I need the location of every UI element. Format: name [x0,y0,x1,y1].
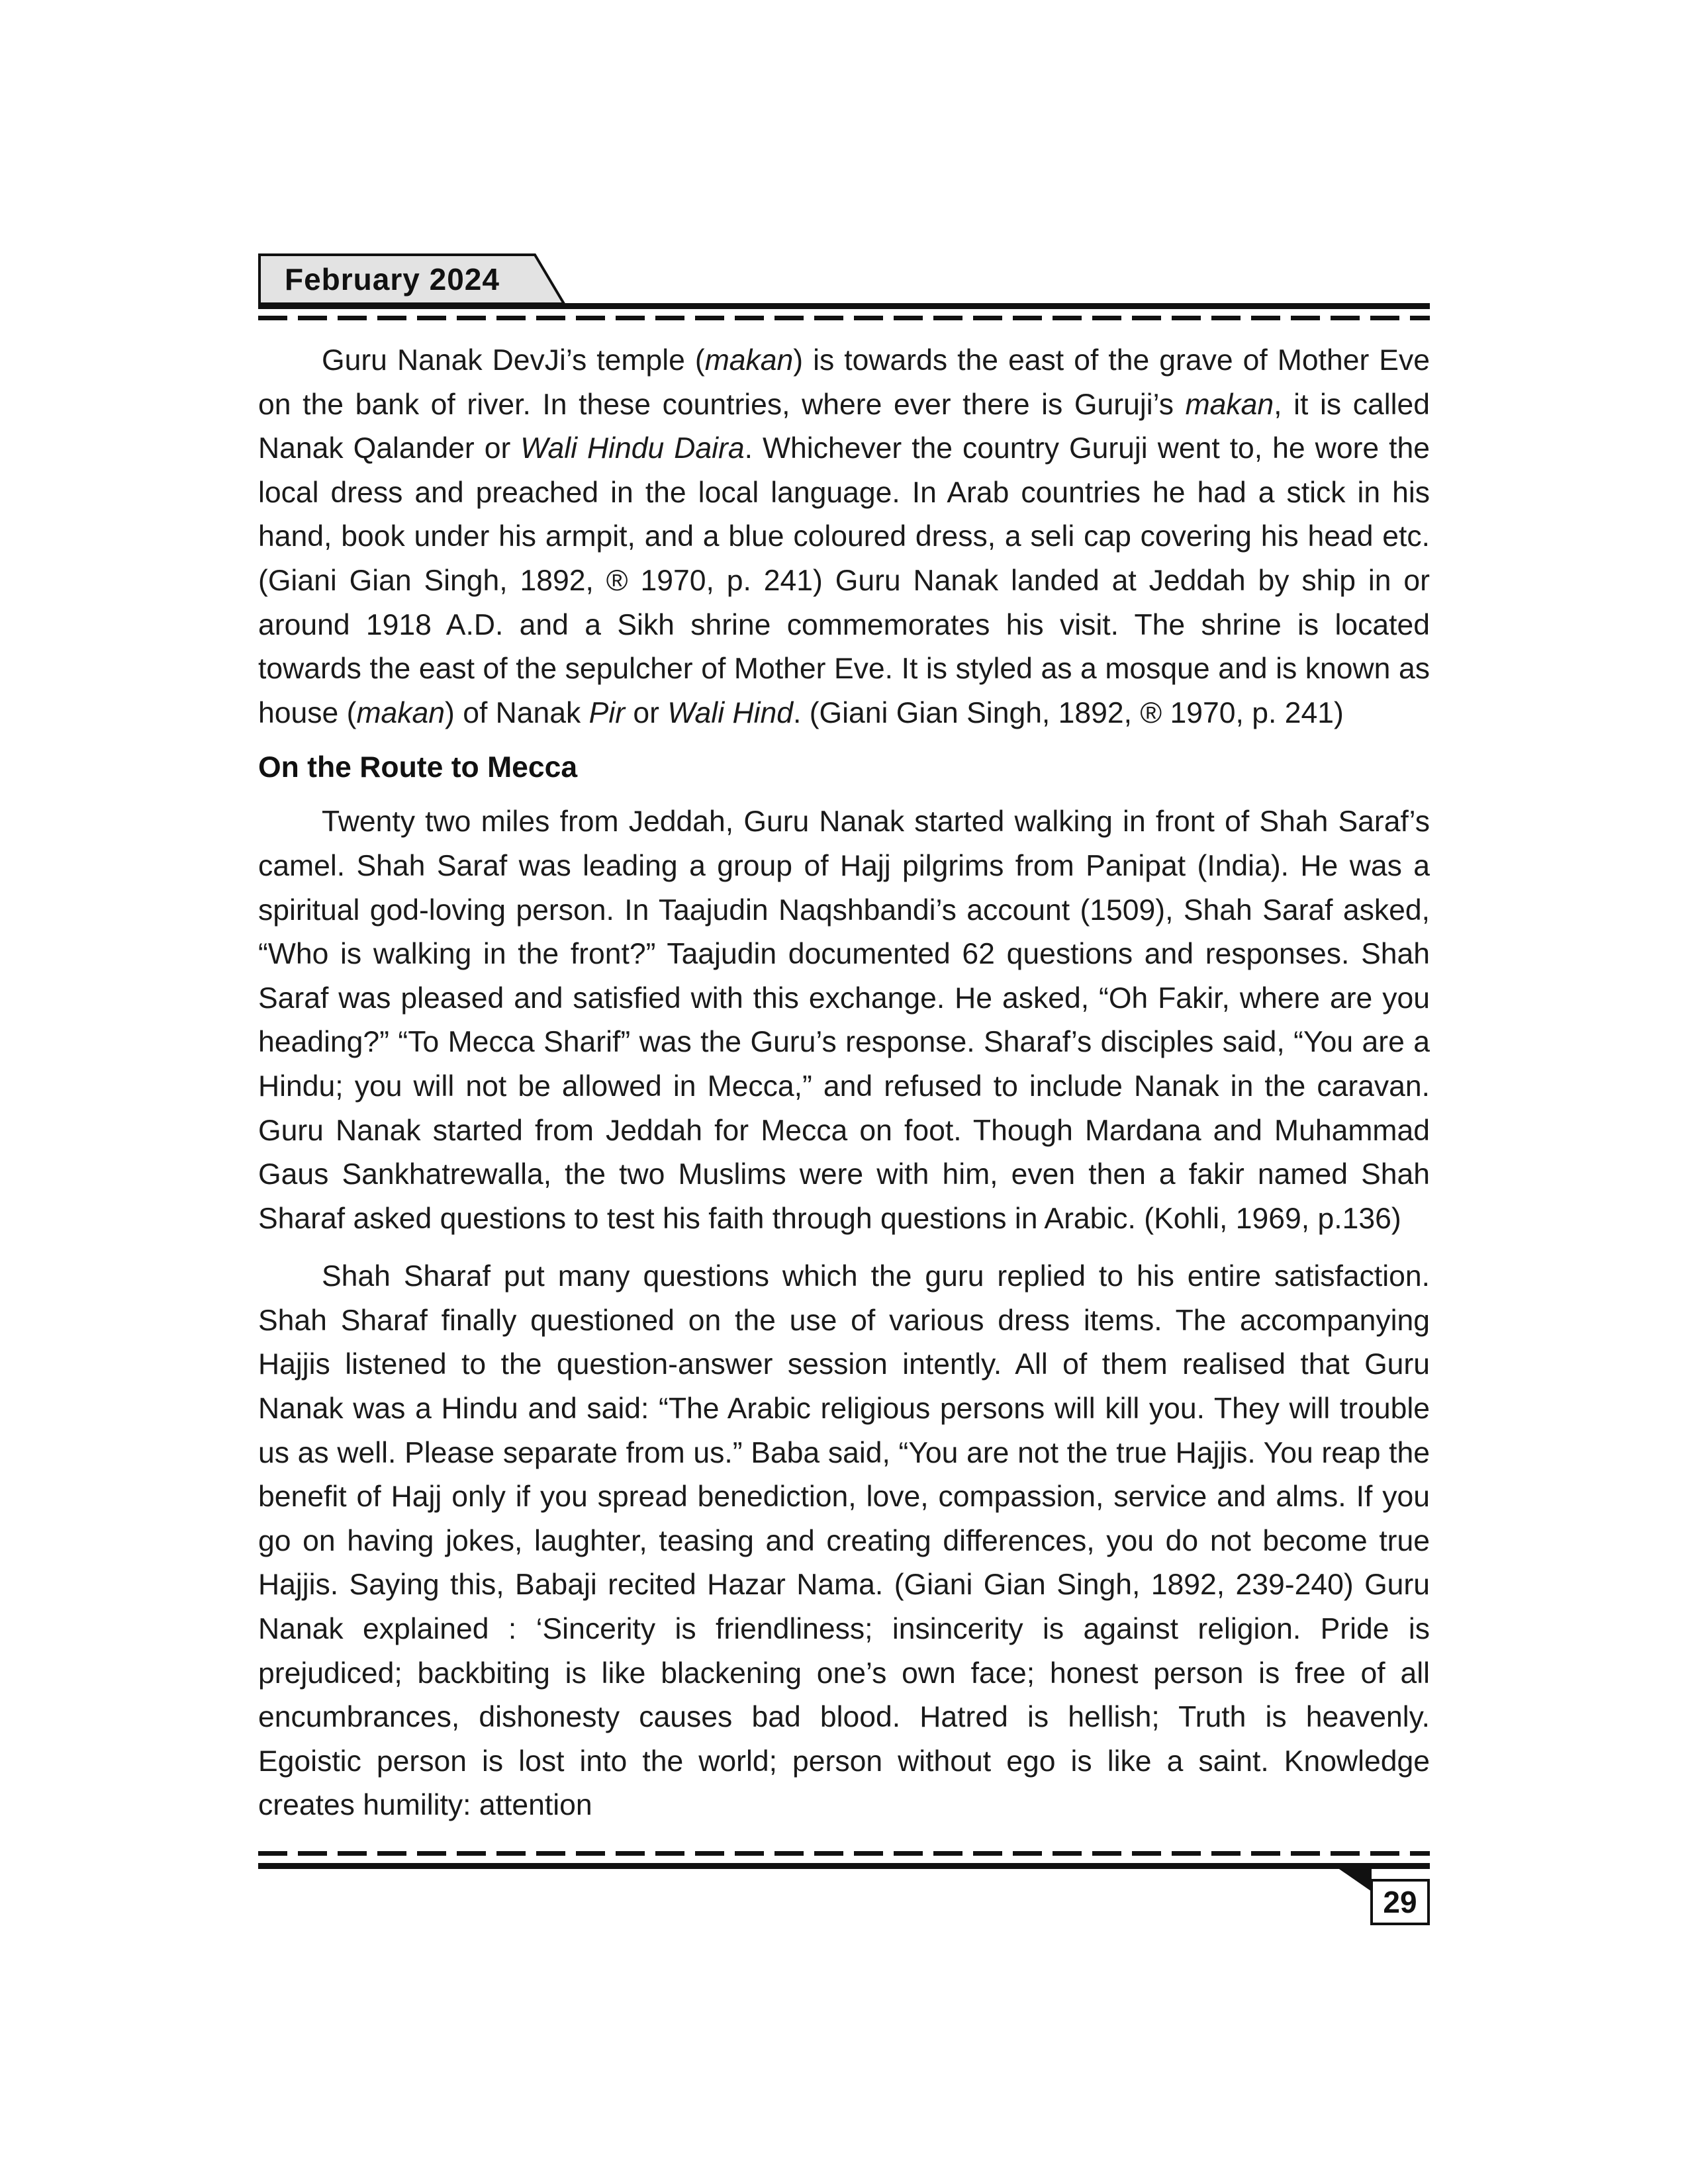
text-run: . (Giani Gian Singh, 1892, ® 1970, p. 241) [792,696,1344,729]
paragraph-route-to-mecca: Twenty two miles from Jeddah, Guru Nanak started walking in front of Shah Saraf’s camel. Shah Saraf was leading a group of Hajj pilgrims from Panipat (India). He was a spiritual god-loving person. In Taajudin Naqshbandi’s account (1509), Shah Saraf asked, “Who is walking in the front?” Taajudin documented 62 questions and responses. Shah Saraf was pleased and satisfied with this exchange. He asked, “Oh Fakir, where are you heading?” “To Mecca Sharif” was the Guru’s response. Sharaf’s disciples said, “You are a Hindu; you will not be allowed in Mecca,” and refused to include Nanak in the caravan. Guru Nanak started from Jeddah for Mecca on foot. Though Mardana and Muhammad Gaus Sankhatrewalla, the two Muslims were with him, even then a fakir named Shah Sharaf asked questions to test his faith through questions in Arabic. (Kohli, 1969, p.136) [258,805,1430,1235]
text-run: or [625,696,668,729]
text-run: Guru Nanak DevJi’s temple ( [322,344,705,377]
text-run: , it is called Nanak Qalander or [258,388,1430,465]
paragraph-makan [258,339,1430,735]
issue-date-tab [258,253,569,305]
text-run: ) is towards the east of the grave of Mother Eve on the bank of river. In these countries, where ever there is Guruji’s [258,344,1430,421]
section-heading: On the Route to Mecca [258,751,578,784]
page-number-box [1370,1879,1430,1925]
text-run: ) of Nanak [445,696,589,729]
paragraph-shah-sharaf: Shah Sharaf put many questions which the guru replied to his entire satisfaction. Shah Sharaf finally questioned on the use of various dress items. The accompanying Hajjis listened to the question-answer session intently. All of them realised that Guru Nanak was a Hindu and said: “The Arabic religious persons will kill you. They will trouble us as well. Please separate from us.” Baba said, “You are not the true Hajjis. You reap the benefit of Hajj only if you spread benediction, love, compassion, service and alms. If you go on having jokes, laughter, teasing and creating differences, you do not become true Hajjis. Saying this, Babaji recited Hazar Nama. (Giani Gian Singh, 1892, 239-240) Guru Nanak explained : ‘Sincerity is friendliness; insincerity is against religion. Pride is prejudiced; backbiting is like blackening one’s own face; honest person is free of all encumbrances, dishonesty causes bad blood. Hatred is hellish; Truth is heavenly. Egoistic person is lost into the world; person without ego is like a saint. Knowledge creates humility: attention [258,1260,1430,1822]
italic-term: makan [1185,388,1274,421]
italic-term: makan [356,696,445,729]
italic-term: Wali Hind [667,696,793,729]
page-number-notch [1337,1868,1372,1891]
article-body [258,339,1430,1828]
italic-term: makan [704,344,794,377]
footer-rule-dashed [258,1851,1430,1856]
italic-term: Wali Hindu Daira [520,432,745,465]
header-rule-solid [258,303,1430,309]
issue-date-label: February 2024 [285,262,500,296]
footer-rule-solid [258,1863,1430,1869]
text-run: . Whichever the country Guruji went to, he wore the local dress and preached in the local language. In Arab countries he had a stick in his hand, book under his armpit, and a blue coloured dress, a seli cap covering his head etc. (Giani Gian Singh, 1892, ® 1970, p. 241) Guru Nanak landed at Jeddah by ship in or around 1918 A.D. and a Sikh shrine commemorates his visit. The shrine is located towards the east of the sepulcher of Mother Eve. It is styled as a mosque and is known as house ( [258,432,1430,729]
page-number: 29 [1383,1885,1417,1919]
header-rule-dashed [258,316,1430,320]
italic-term: Pir [588,696,626,729]
